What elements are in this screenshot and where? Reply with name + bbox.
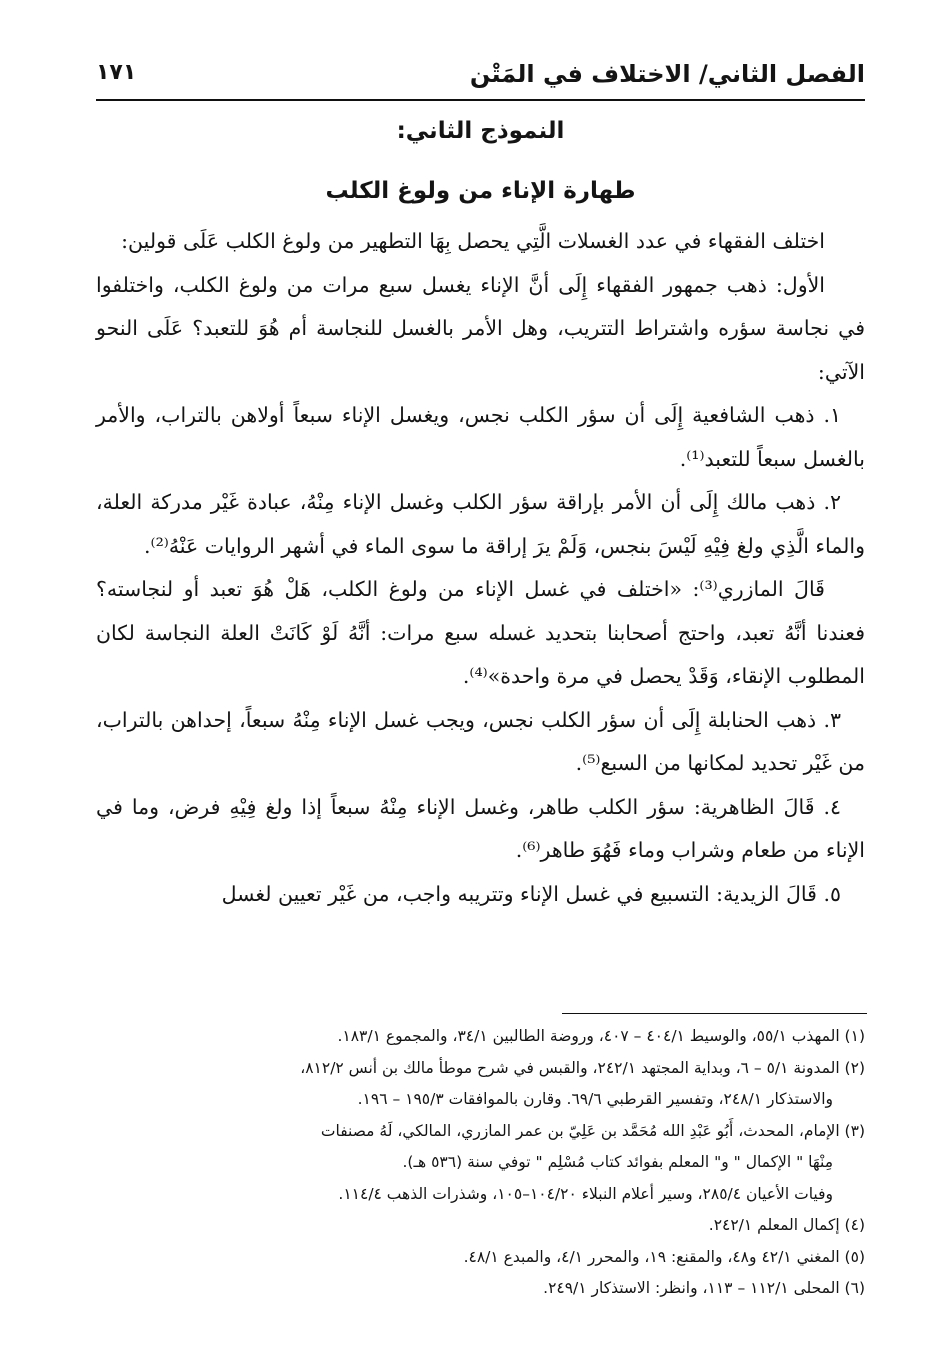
- chapter-title: الفصل الثاني/ الاختلاف في المَتْن: [469, 60, 865, 88]
- header-rule: [96, 99, 865, 101]
- footnote-3-continued: مِنْهَا " الإكمال " و" المعلم بفوائد كتاب مُسْلِم " توفي سنة (٥٣٦ هـ).: [402, 1153, 833, 1171]
- list-item-hanbali: ٣. ذهب الحنابلة إِلَى أن سؤر الكلب نجس، ويجب غسل الإناء مِنْهُ سبعاً، إحداهن بالتراب، من غَيْر تحديد لمكانها من السبع⁽⁵⁾.: [96, 707, 865, 775]
- paragraph-mazari-quote: قَالَ المازري⁽³⁾: «اختلف في غسل الإناء من ولوغ الكلب، هَلْ هُوَ تعبد أو لنجاسته؟ فعندنا أنَّهُ تعبد، واحتج أصحابنا بتحديد غسله سبع مرات: أنَّهُ لَوْ كَانَتْ العلة النجاسة لكان المطلوب الإنقاء، وَقَدْ يحصل في مرة واحدة»⁽⁴⁾.: [96, 577, 865, 688]
- paragraph-first-opinion: الأول: ذهب جمهور الفقهاء إِلَى أنَّ الإناء يغسل سبع مرات من ولوغ الكلب، واختلفوا في نجاسة سؤره واشتراط التتريب، وهل الأمر بالغسل للنجاسة أم هُوَ للتعبد؟ عَلَى النحو الآتي:: [96, 272, 865, 384]
- section-heading: النموذج الثاني:: [396, 118, 565, 144]
- footnotes: [96, 1021, 865, 1305]
- footnote-rule: [562, 1013, 867, 1014]
- footnote-2-continued: والاستذكار ٢٤٨/١، وتفسير القرطبي ٦٩/٦. وقارن بالموافقات ١٩٥/٣ – ١٩٦.: [357, 1090, 833, 1108]
- topic-heading: طهارة الإناء من ولوغ الكلب: [325, 178, 636, 204]
- paragraph-intro: اختلف الفقهاء في عدد الغسلات الَّتِي يحصل بِهَا التطهير من ولوغ الكلب عَلَى قولين:: [121, 229, 825, 253]
- footnote-3: (٣) الإمام، المحدث، أَبُو عَبْدِ الله مُحَمَّد بن عَلِيّ بن عمر المازري، المالكي، لَهُ مصنفات: [320, 1121, 865, 1140]
- body-text: [96, 220, 865, 916]
- list-item-maliki: ٢. ذهب مالك إِلَى أن الأمر بإراقة سؤر الكلب وغسل الإناء مِنْهُ، عبادة غَيْر مدركة العلة، والماء الَّذِي ولغ فِيْهِ لَيْسَ بنجس، وَلَمْ يرَ إراقة ما سوى الماء في أشهر الروايات عَنْهُ⁽²⁾.: [96, 490, 865, 558]
- footnote-5: (٥) المغني ٤٢/١ و٤٨، والمقنع: ١٩، والمحرر ٤/١، والمبدع ٤٨/١.: [463, 1247, 865, 1266]
- footnote-4: (٤) إكمال المعلم ٢٤٢/١.: [708, 1216, 865, 1234]
- list-item-zaydi: ٥. قَالَ الزيدية: التسبيع في غسل الإناء وتتريبه واجب، من غَيْر تعيين لغسل: [221, 881, 841, 906]
- list-item-shafii: ١. ذهب الشافعية إِلَى أن سؤر الكلب نجس، ويغسل الإناء سبعاً أولاهن بالتراب، والأمر بالغسل سبعاً للتعبد⁽¹⁾.: [96, 403, 865, 471]
- list-item-zahiri: ٤. قَالَ الظاهرية: سؤر الكلب طاهر، وغسل الإناء مِنْهُ سبعاً إذا ولغ فِيْهِ فرض، وما في الإناء من طعام وشراب وماء فَهُوَ طاهر⁽⁶⁾.: [96, 794, 865, 862]
- page-number: ١٧١: [96, 60, 137, 85]
- footnote-6: (٦) المحلى ١١٢/١ – ١١٣، وانظر: الاستذكار ٢٤٩/١.: [543, 1279, 865, 1297]
- footnote-3-sources: وفيات الأعيان ٢٨٥/٤، وسير أعلام النبلاء ١٠٤/٢٠–١٠٥، وشذرات الذهب ١١٤/٤.: [338, 1184, 833, 1203]
- running-header: [96, 58, 865, 98]
- footnote-2: (٢) المدونة ٥/١ – ٦، وبداية المجتهد ٢٤٢/١، والقبس في شرح موطأ مالك بن أنس ٨١٢/٢،: [300, 1058, 865, 1077]
- footnote-1: (١) المهذب ٥٥/١، والوسيط ٤٠٤/١ – ٤٠٧، وروضة الطالبين ٣٤/١، والمجموع ١٨٣/١.: [337, 1027, 865, 1045]
